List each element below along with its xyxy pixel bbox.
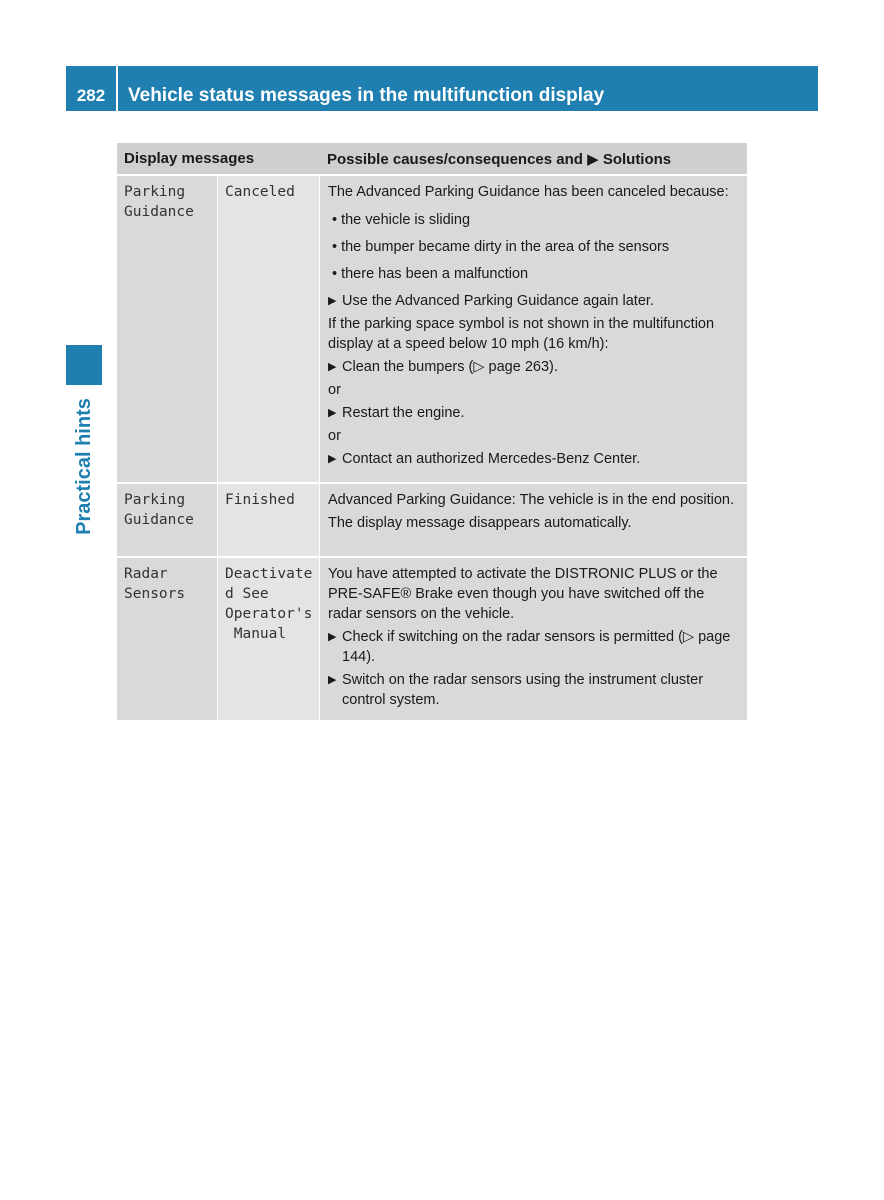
table-row [117, 558, 747, 720]
message-cell: Radar Sensors [117, 558, 218, 720]
list-item: • the vehicle is sliding [332, 212, 471, 228]
message-cell: Parking Guidance [117, 176, 218, 482]
arrow-icon: ▶ [328, 361, 337, 373]
col-header-display-messages: Display messages [124, 150, 255, 167]
message-status-cell: Finished [218, 484, 320, 556]
solution-step: ▶ Restart the engine. [328, 405, 465, 421]
cause-text: If the parking space symbol is not shown in the multifunction display at a speed below 10 mph (16 km/h): [328, 316, 715, 352]
table-row [117, 484, 747, 558]
cause-text: The display message disappears automatically. [328, 515, 632, 531]
list-item: • there has been a malfunction [332, 266, 529, 282]
solution-cell [320, 176, 747, 482]
col-header-causes-solutions: Possible causes/consequences and ▶ Solutions [327, 150, 672, 168]
table-header [117, 143, 747, 176]
solution-step: ▶ Check if switching on the radar sensors is permitted (▷ page 144). [328, 629, 731, 665]
header-divider [116, 66, 118, 111]
message-status-cell: Canceled [218, 176, 320, 482]
page-title: Vehicle status messages in the multifunction display [128, 85, 605, 106]
cause-text: The Advanced Parking Guidance has been canceled because: [328, 184, 729, 200]
arrow-icon: ▶ [328, 295, 337, 307]
solution-step: ▶ Use the Advanced Parking Guidance again later. [328, 293, 654, 309]
side-tab-marker [66, 345, 102, 385]
cause-text: You have attempted to activate the DISTRONIC PLUS or the PRE-SAFE® Brake even though you have switched off the radar sensors on the vehicle. [328, 566, 718, 622]
arrow-icon: ▶ [328, 674, 337, 686]
arrow-icon: ▶ [328, 453, 337, 465]
or-text: or [328, 428, 341, 444]
solution-step: ▶ Clean the bumpers (▷ page 263). [328, 359, 558, 375]
arrow-icon: ▶ [328, 631, 337, 643]
page-number: 282 [76, 86, 106, 105]
or-text: or [328, 382, 341, 398]
arrow-icon: ▶ [328, 407, 337, 419]
section-label: Practical hints [72, 397, 95, 535]
section-side-tab [66, 386, 102, 546]
list-item: • the bumper became dirty in the area of the sensors [332, 239, 670, 255]
status-messages-table [117, 143, 747, 720]
solution-cell [320, 484, 747, 556]
page-header [66, 66, 818, 111]
message-status-cell: Deactivate d See Operator's Manual [218, 558, 320, 720]
solution-step: ▶ Switch on the radar sensors using the instrument cluster control system. [328, 672, 704, 708]
solution-cell [320, 558, 747, 720]
message-cell: Parking Guidance [117, 484, 218, 556]
cause-text: Advanced Parking Guidance: The vehicle is in the end position. [328, 492, 734, 508]
solution-step: ▶ Contact an authorized Mercedes-Benz Center. [328, 451, 641, 467]
table-row [117, 176, 747, 484]
